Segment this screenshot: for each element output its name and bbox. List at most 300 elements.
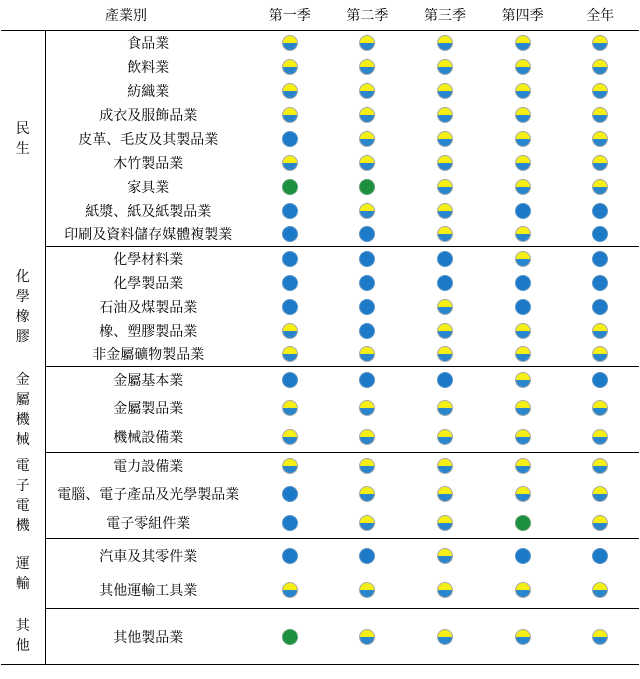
signal-cell — [329, 271, 407, 295]
signal-cell — [406, 453, 484, 479]
signal-cell — [406, 367, 484, 393]
signal-light-blue-icon — [359, 323, 375, 339]
signal-light-blue-icon — [515, 275, 531, 291]
industry-name: 金屬製品業 — [113, 400, 184, 417]
signal-light-blue-icon — [437, 372, 453, 388]
signal-light-yellow-blue-icon — [437, 299, 453, 315]
industry-name: 機械設備業 — [45, 423, 251, 453]
signal-light-yellow-blue-icon — [437, 131, 453, 147]
signal-cell — [561, 79, 639, 103]
signal-cell — [251, 343, 329, 367]
signal-cell — [484, 103, 562, 127]
signal-cell — [251, 509, 329, 539]
industry-name: 飲料業 — [127, 59, 170, 76]
header-q4: 第四季 — [484, 0, 562, 31]
signal-light-blue-icon — [592, 275, 608, 291]
signal-cell — [329, 31, 407, 55]
industry-name: 皮革、毛皮及其製品業 — [78, 131, 219, 148]
header-q3: 第三季 — [406, 0, 484, 31]
signal-light-yellow-blue-icon — [515, 107, 531, 123]
industry-name: 成衣及服飾品業 — [99, 107, 198, 124]
signal-cell — [484, 151, 562, 175]
signal-cell — [406, 509, 484, 539]
signal-cell — [484, 319, 562, 343]
signal-cell — [251, 609, 329, 665]
signal-cell — [329, 343, 407, 367]
signal-cell — [329, 423, 407, 453]
signal-cell — [561, 295, 639, 319]
signal-cell — [484, 423, 562, 453]
group-label-char: 他 — [15, 638, 30, 655]
table-row — [1, 319, 639, 343]
signal-light-yellow-blue-icon — [359, 131, 375, 147]
signal-light-yellow-blue-icon — [359, 486, 375, 502]
signal-light-yellow-blue-icon — [359, 83, 375, 99]
group-label-char: 化 — [15, 268, 30, 285]
group-label-char: 生 — [15, 140, 30, 157]
signal-light-yellow-blue-icon — [282, 429, 298, 445]
signal-cell — [251, 31, 329, 55]
signal-cell — [406, 199, 484, 223]
signal-light-yellow-blue-icon — [282, 346, 298, 362]
group-label-char: 膠 — [15, 328, 30, 345]
signal-light-blue-icon — [282, 299, 298, 315]
signal-cell — [406, 295, 484, 319]
signal-light-yellow-blue-icon — [592, 131, 608, 147]
signal-light-yellow-blue-icon — [515, 59, 531, 75]
group-label-char: 電 — [15, 457, 30, 474]
signal-cell — [329, 319, 407, 343]
signal-light-yellow-blue-icon — [592, 59, 608, 75]
signal-light-yellow-blue-icon — [592, 629, 608, 645]
signal-light-yellow-blue-icon — [282, 400, 298, 416]
group-label-char: 民 — [15, 120, 30, 137]
signal-cell — [406, 79, 484, 103]
group-label-char: 學 — [15, 288, 30, 305]
signal-light-blue-icon — [359, 251, 375, 267]
signal-cell — [561, 453, 639, 479]
signal-cell — [406, 271, 484, 295]
signal-light-yellow-blue-icon — [515, 131, 531, 147]
signal-cell — [484, 175, 562, 199]
industry-name: 紙漿、紙及紙製品業 — [85, 203, 212, 220]
signal-light-blue-icon — [282, 548, 298, 564]
signal-light-yellow-blue-icon — [592, 323, 608, 339]
signal-light-yellow-blue-icon — [359, 429, 375, 445]
signal-cell — [406, 151, 484, 175]
table-body — [1, 31, 639, 665]
table-row — [1, 103, 639, 127]
signal-light-yellow-blue-icon — [592, 346, 608, 362]
group-label-char: 機 — [15, 517, 30, 534]
table-row — [1, 199, 639, 223]
signal-light-blue-icon — [282, 203, 298, 219]
signal-cell — [484, 55, 562, 79]
signal-cell — [251, 573, 329, 609]
signal-cell — [484, 199, 562, 223]
signal-light-blue-icon — [515, 299, 531, 315]
signal-light-yellow-blue-icon — [437, 83, 453, 99]
signal-cell — [561, 509, 639, 539]
signal-cell — [329, 453, 407, 479]
table-row — [1, 31, 639, 55]
signal-light-yellow-blue-icon — [282, 107, 298, 123]
signal-light-blue-icon — [437, 251, 453, 267]
industry-name: 紡織業 — [127, 83, 170, 100]
signal-cell — [561, 55, 639, 79]
signal-cell — [329, 367, 407, 393]
signal-light-yellow-blue-icon — [437, 59, 453, 75]
signal-light-green-icon — [282, 179, 298, 195]
signal-cell — [561, 175, 639, 199]
signal-light-blue-icon — [359, 226, 375, 242]
signal-cell — [329, 55, 407, 79]
signal-light-yellow-blue-icon — [359, 107, 375, 123]
signal-light-blue-icon — [359, 299, 375, 315]
signal-light-yellow-blue-icon — [437, 429, 453, 445]
signal-cell — [484, 295, 562, 319]
signal-light-blue-icon — [282, 275, 298, 291]
industry-name: 其他製品業 — [45, 609, 251, 665]
signal-light-blue-icon — [515, 548, 531, 564]
header-q1: 第一季 — [251, 0, 329, 31]
signal-light-blue-icon — [359, 548, 375, 564]
industry-name: 化學製品業 — [113, 275, 184, 292]
signal-cell — [329, 573, 407, 609]
signal-light-blue-icon — [282, 251, 298, 267]
signal-cell — [329, 247, 407, 271]
signal-light-blue-icon — [282, 372, 298, 388]
signal-cell — [561, 479, 639, 509]
group-label-char: 運 — [15, 555, 30, 572]
signal-cell — [329, 295, 407, 319]
header-q2: 第二季 — [329, 0, 407, 31]
signal-cell — [251, 79, 329, 103]
table-row — [1, 423, 639, 453]
group-label — [1, 247, 45, 367]
signal-cell — [406, 573, 484, 609]
signal-light-yellow-blue-icon — [437, 35, 453, 51]
group-label-char: 金 — [15, 371, 30, 388]
signal-light-yellow-blue-icon — [515, 486, 531, 502]
signal-light-yellow-blue-icon — [592, 515, 608, 531]
signal-cell — [251, 247, 329, 271]
industry-name: 其他運輸工具業 — [45, 573, 251, 609]
signal-light-blue-icon — [592, 251, 608, 267]
industry-name: 食品業 — [127, 35, 170, 52]
signal-cell — [329, 479, 407, 509]
signal-light-yellow-blue-icon — [359, 346, 375, 362]
table-row — [1, 247, 639, 271]
signal-light-yellow-blue-icon — [359, 458, 375, 474]
signal-cell — [251, 479, 329, 509]
signal-light-yellow-blue-icon — [437, 486, 453, 502]
signal-cell — [484, 393, 562, 423]
group-label-char: 屬 — [15, 391, 30, 408]
industry-name: 橡、塑膠製品業 — [99, 323, 198, 340]
signal-light-blue-icon — [282, 131, 298, 147]
signal-light-blue-icon — [592, 372, 608, 388]
signal-light-yellow-blue-icon — [282, 582, 298, 598]
signal-light-yellow-blue-icon — [515, 429, 531, 445]
signal-light-yellow-blue-icon — [515, 251, 531, 267]
signal-cell — [329, 151, 407, 175]
table-row — [1, 509, 639, 539]
signal-light-yellow-blue-icon — [282, 323, 298, 339]
table-row — [1, 79, 639, 103]
industry-name: 木竹製品業 — [113, 155, 184, 172]
signal-light-blue-icon — [359, 372, 375, 388]
signal-light-yellow-blue-icon — [592, 486, 608, 502]
industry-name: 電腦、電子產品及光學製品業 — [57, 486, 240, 503]
signal-cell — [329, 539, 407, 573]
signal-cell — [561, 573, 639, 609]
industry-name: 電子零組件業 — [45, 509, 251, 539]
signal-cell — [406, 479, 484, 509]
signal-cell — [406, 223, 484, 247]
signal-light-green-icon — [359, 179, 375, 195]
signal-light-yellow-blue-icon — [437, 226, 453, 242]
signal-cell — [406, 247, 484, 271]
signal-light-blue-icon — [592, 203, 608, 219]
signal-cell — [484, 509, 562, 539]
table-row — [1, 609, 639, 665]
signal-cell — [329, 127, 407, 151]
signal-cell — [484, 609, 562, 665]
signal-light-yellow-blue-icon — [592, 35, 608, 51]
signal-light-yellow-blue-icon — [437, 107, 453, 123]
signal-light-blue-icon — [437, 275, 453, 291]
signal-cell — [484, 31, 562, 55]
signal-light-yellow-blue-icon — [515, 226, 531, 242]
signal-cell — [561, 319, 639, 343]
signal-light-yellow-blue-icon — [515, 346, 531, 362]
signal-light-green-icon — [515, 515, 531, 531]
signal-light-yellow-blue-icon — [592, 429, 608, 445]
signal-cell — [406, 55, 484, 79]
group-label-char: 機 — [15, 411, 30, 428]
signal-cell — [329, 223, 407, 247]
signal-light-yellow-blue-icon — [592, 458, 608, 474]
signal-light-blue-icon — [282, 226, 298, 242]
signal-cell — [406, 127, 484, 151]
group-label — [1, 609, 45, 665]
signal-cell — [329, 79, 407, 103]
signal-cell — [561, 223, 639, 247]
table-row — [1, 343, 639, 367]
signal-light-blue-icon — [282, 515, 298, 531]
signal-cell — [561, 199, 639, 223]
signal-cell — [406, 423, 484, 453]
signal-cell — [329, 393, 407, 423]
signal-light-yellow-blue-icon — [282, 155, 298, 171]
signal-cell — [484, 539, 562, 573]
table-row — [1, 539, 639, 573]
signal-cell — [251, 393, 329, 423]
table-row — [1, 367, 639, 393]
signal-cell — [406, 393, 484, 423]
signal-light-blue-icon — [282, 486, 298, 502]
signal-cell — [484, 127, 562, 151]
signal-light-yellow-blue-icon — [515, 582, 531, 598]
signal-cell — [561, 423, 639, 453]
signal-light-yellow-blue-icon — [359, 629, 375, 645]
signal-light-yellow-blue-icon — [592, 83, 608, 99]
signal-light-yellow-blue-icon — [592, 582, 608, 598]
signal-cell — [484, 343, 562, 367]
signal-light-yellow-blue-icon — [515, 323, 531, 339]
signal-cell — [251, 423, 329, 453]
signal-cell — [484, 479, 562, 509]
signal-light-yellow-blue-icon — [437, 400, 453, 416]
signal-light-yellow-blue-icon — [515, 155, 531, 171]
industry-name: 金屬基本業 — [113, 372, 184, 389]
signal-light-blue-icon — [515, 203, 531, 219]
industry-name: 汽車及其零件業 — [99, 548, 198, 565]
signal-cell — [406, 539, 484, 573]
table-row — [1, 151, 639, 175]
group-label-char: 子 — [15, 477, 30, 494]
signal-cell — [406, 31, 484, 55]
signal-cell — [484, 271, 562, 295]
signal-cell — [406, 103, 484, 127]
signal-light-yellow-blue-icon — [592, 107, 608, 123]
signal-cell — [251, 175, 329, 199]
signal-cell — [561, 343, 639, 367]
signal-light-blue-icon — [592, 299, 608, 315]
signal-cell — [251, 295, 329, 319]
table-row — [1, 453, 639, 479]
signal-cell — [329, 509, 407, 539]
signal-cell — [406, 343, 484, 367]
industry-signal-table — [1, 0, 639, 665]
industry-name: 印刷及資料儲存媒體複製業 — [45, 223, 251, 247]
industry-name: 家具業 — [127, 179, 170, 196]
table-row — [1, 223, 639, 247]
signal-cell — [561, 393, 639, 423]
group-label — [1, 367, 45, 453]
signal-light-yellow-blue-icon — [515, 83, 531, 99]
group-label-char: 其 — [15, 618, 30, 635]
signal-cell — [251, 271, 329, 295]
signal-light-yellow-blue-icon — [515, 35, 531, 51]
signal-cell — [251, 127, 329, 151]
signal-cell — [484, 367, 562, 393]
signal-light-yellow-blue-icon — [282, 458, 298, 474]
table-row — [1, 573, 639, 609]
group-label-char: 電 — [15, 497, 30, 514]
table-row — [1, 479, 639, 509]
signal-light-yellow-blue-icon — [437, 515, 453, 531]
signal-light-blue-icon — [592, 548, 608, 564]
signal-cell — [561, 609, 639, 665]
signal-cell — [251, 367, 329, 393]
signal-light-yellow-blue-icon — [437, 629, 453, 645]
signal-light-yellow-blue-icon — [515, 179, 531, 195]
signal-light-yellow-blue-icon — [282, 59, 298, 75]
table-row — [1, 127, 639, 151]
group-label — [1, 31, 45, 247]
signal-light-yellow-blue-icon — [515, 372, 531, 388]
signal-light-yellow-blue-icon — [359, 59, 375, 75]
signal-light-yellow-blue-icon — [437, 548, 453, 564]
signal-cell — [251, 199, 329, 223]
signal-cell — [561, 271, 639, 295]
signal-light-yellow-blue-icon — [359, 515, 375, 531]
signal-cell — [329, 199, 407, 223]
signal-light-green-icon — [282, 629, 298, 645]
signal-cell — [406, 175, 484, 199]
signal-cell — [484, 79, 562, 103]
table-row — [1, 393, 639, 423]
signal-light-yellow-blue-icon — [359, 203, 375, 219]
signal-light-blue-icon — [359, 275, 375, 291]
signal-light-yellow-blue-icon — [282, 35, 298, 51]
signal-light-yellow-blue-icon — [437, 155, 453, 171]
signal-cell — [561, 31, 639, 55]
signal-cell — [561, 247, 639, 271]
signal-cell — [561, 539, 639, 573]
group-label — [1, 453, 45, 539]
signal-cell — [329, 175, 407, 199]
signal-cell — [251, 151, 329, 175]
signal-cell — [561, 103, 639, 127]
signal-cell — [329, 609, 407, 665]
signal-light-yellow-blue-icon — [359, 155, 375, 171]
signal-cell — [406, 609, 484, 665]
signal-cell — [251, 223, 329, 247]
signal-light-yellow-blue-icon — [359, 582, 375, 598]
signal-cell — [251, 539, 329, 573]
signal-light-yellow-blue-icon — [437, 458, 453, 474]
table-row — [1, 175, 639, 199]
signal-cell — [484, 247, 562, 271]
signal-light-yellow-blue-icon — [437, 582, 453, 598]
signal-light-yellow-blue-icon — [359, 35, 375, 51]
group-label-char: 械 — [15, 431, 30, 448]
signal-cell — [329, 103, 407, 127]
table-row — [1, 295, 639, 319]
signal-light-yellow-blue-icon — [515, 629, 531, 645]
signal-light-yellow-blue-icon — [515, 400, 531, 416]
header-year: 全年 — [561, 0, 639, 31]
industry-name: 電力設備業 — [113, 458, 184, 475]
signal-cell — [561, 151, 639, 175]
signal-cell — [251, 55, 329, 79]
signal-light-yellow-blue-icon — [359, 400, 375, 416]
table-row — [1, 55, 639, 79]
signal-cell — [561, 367, 639, 393]
signal-light-yellow-blue-icon — [282, 83, 298, 99]
group-label-char: 橡 — [15, 308, 30, 325]
signal-light-yellow-blue-icon — [592, 155, 608, 171]
industry-name: 非金屬礦物製品業 — [45, 343, 251, 367]
signal-light-yellow-blue-icon — [437, 203, 453, 219]
header-row — [1, 0, 639, 31]
signal-light-blue-icon — [592, 226, 608, 242]
signal-cell — [251, 319, 329, 343]
signal-cell — [406, 319, 484, 343]
signal-cell — [251, 103, 329, 127]
signal-cell — [484, 573, 562, 609]
signal-light-yellow-blue-icon — [437, 346, 453, 362]
signal-cell — [484, 453, 562, 479]
header-industry: 產業別 — [1, 0, 251, 31]
industry-name: 化學材料業 — [113, 251, 184, 268]
industry-name: 石油及煤製品業 — [99, 299, 198, 316]
signal-cell — [561, 127, 639, 151]
signal-light-yellow-blue-icon — [437, 179, 453, 195]
